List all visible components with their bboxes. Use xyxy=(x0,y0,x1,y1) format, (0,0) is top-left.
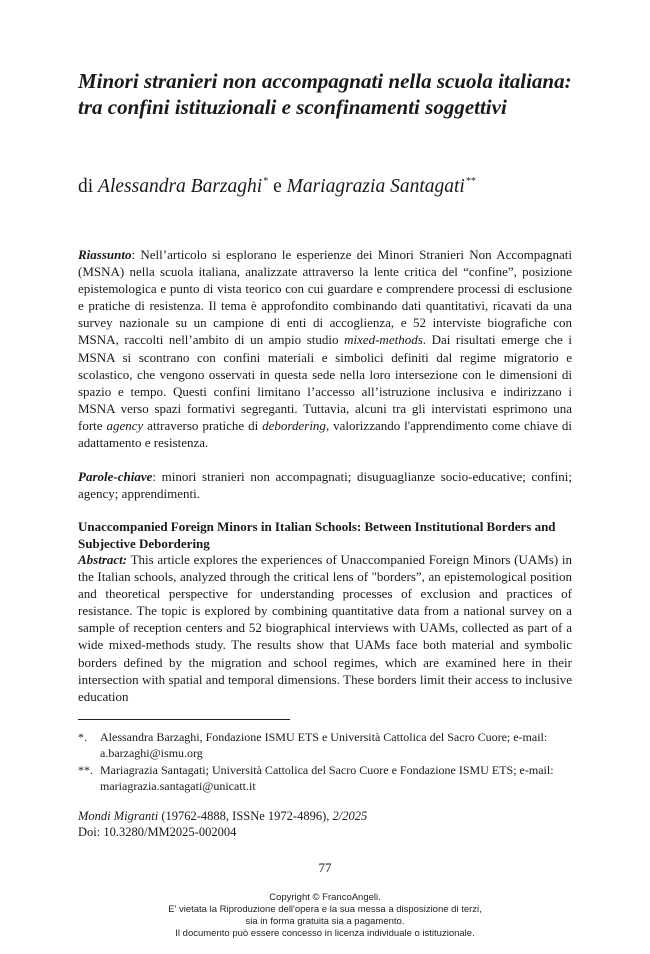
abstract-italian-text-4: , valorizzando l'apprendimento come chiave di adattamento e resistenza. xyxy=(78,417,572,451)
abstract-english-label: Abstract: xyxy=(78,552,128,567)
footnote-1-mark: *. xyxy=(78,730,87,744)
abstract-italian-text-2: . Dai risultati emerge che i MSNA si scontrano con confini materiali e simbolici definiti dal regime migratorio e scolastico, che vengono osservati in questa sede nella loro intersezione con le dimensioni di spazio e tempo. Questi confini limitano l’accesso all’istruzione inclusiva e indirizzano i MSNA verso spazi formativi segreganti. Tuttavia, alcuni tra gli intervistati esprimono una forte xyxy=(78,332,572,433)
abstract-term-mixed-methods: mixed-methods xyxy=(344,332,423,348)
abstract-italian-label: Riassunto xyxy=(78,247,132,262)
keywords-text: : minori stranieri non accompagnati; disuguaglianze socio-educative; confini; agency; apprendimenti. xyxy=(78,469,572,502)
author-1-footnote-mark: * xyxy=(263,176,269,187)
journal-info xyxy=(78,808,572,840)
abstract-italian-text: : Nell’articolo si esplorano le esperienze dei Minori Stranieri Non Accompagnati (MSNA) nella scuola italiana, analizzate attraverso la lente critica del “confine”, posizione epistemologica e punto di vista teorico con cui guardare e comprendere processi di esclusione e pratiche di resistenza. Il tema è approfondito combinando dati quantitativi, ricavati da una survey nazionale su un campione di enti di accoglienza, e 52 interviste biografiche con MSNA, raccolti nell’ambito di un ampio studio xyxy=(78,247,572,348)
keywords-label: Parole-chiave xyxy=(78,469,153,484)
footnote-2 xyxy=(78,763,572,794)
abstract-term-debordering: debordering xyxy=(262,417,326,433)
copyright-notice xyxy=(0,892,650,940)
abstract-term-agency: agency xyxy=(106,417,144,433)
footnote-1 xyxy=(78,730,572,761)
abstract-english xyxy=(78,551,572,705)
author-byline xyxy=(78,170,578,199)
footnote-1-text: Alessandra Barzaghi, Fondazione ISMU ETS e Università Cattolica del Sacro Cuore; e-mail: a.barzaghi@ismu.org xyxy=(100,730,548,760)
author-name-2: Mariagrazia Santagati xyxy=(286,176,465,197)
journal-doi: Doi: 10.3280/MM2025-002004 xyxy=(78,825,237,839)
journal-issue: 2/2025 xyxy=(332,809,368,823)
byline-prefix: di xyxy=(78,176,99,197)
author-2-footnote-mark: ** xyxy=(465,176,476,187)
keywords-italian xyxy=(78,468,572,502)
footnote-2-mark: **. xyxy=(78,763,93,777)
author-name-1: Alessandra Barzaghi xyxy=(98,176,263,197)
journal-line xyxy=(78,808,572,824)
copyright-line-2: E' vietata la Riproduzione dell'opera e la sua messa a disposizione di terzi, xyxy=(168,904,482,915)
abstract-english-text: This article explores the experiences of Unaccompanied Foreign Minors (UAMs) in the Italian schools, analyzed through the critical lens of "borders”, an epistemological position and theoretical perspective for understanding processes of exclusion and practices of resistance. The topic is explored by combining quantitative data from a national survey on a sample of reception centers and 52 biographical interviews with UAMs, collected as part of a wide mixed-methods study. The results show that UAMs face both material and symbolic borders defined by the migration and school regimes, which are examined here in their intersection with spatial and temporal dimensions. These borders limit their access to inclusive education xyxy=(78,552,572,704)
english-title: Unaccompanied Foreign Minors in Italian Schools: Between Institutional Borders and Subjective Debordering xyxy=(78,519,556,551)
copyright-line-1: Copyright © FrancoAngeli. xyxy=(269,892,381,903)
copyright-line-4: Il documento può essere concesso in licenza individuale o istituzionale. xyxy=(175,928,475,939)
footnote-separator xyxy=(78,719,290,720)
journal-name: Mondi Migranti xyxy=(78,809,159,823)
abstract-italian-text-3: attraverso pratiche di xyxy=(143,417,263,433)
copyright-line-3: sia in forma gratuita sia a pagamento. xyxy=(245,916,405,927)
journal-issn: (19762-4888, ISSNe 1972-4896), xyxy=(158,809,333,823)
article-title: Minori stranieri non accompagnati nella scuola italiana: tra confini istituzionali e sconfinamenti soggettivi xyxy=(78,69,572,119)
footnote-2-text: Mariagrazia Santagati; Università Cattolica del Sacro Cuore e Fondazione ISMU ETS; e-mail: mariagrazia.santagati@unicatt.it xyxy=(100,763,554,793)
page-number: 77 xyxy=(318,860,332,875)
abstract-italian xyxy=(78,246,572,451)
author-separator: e xyxy=(268,176,287,197)
